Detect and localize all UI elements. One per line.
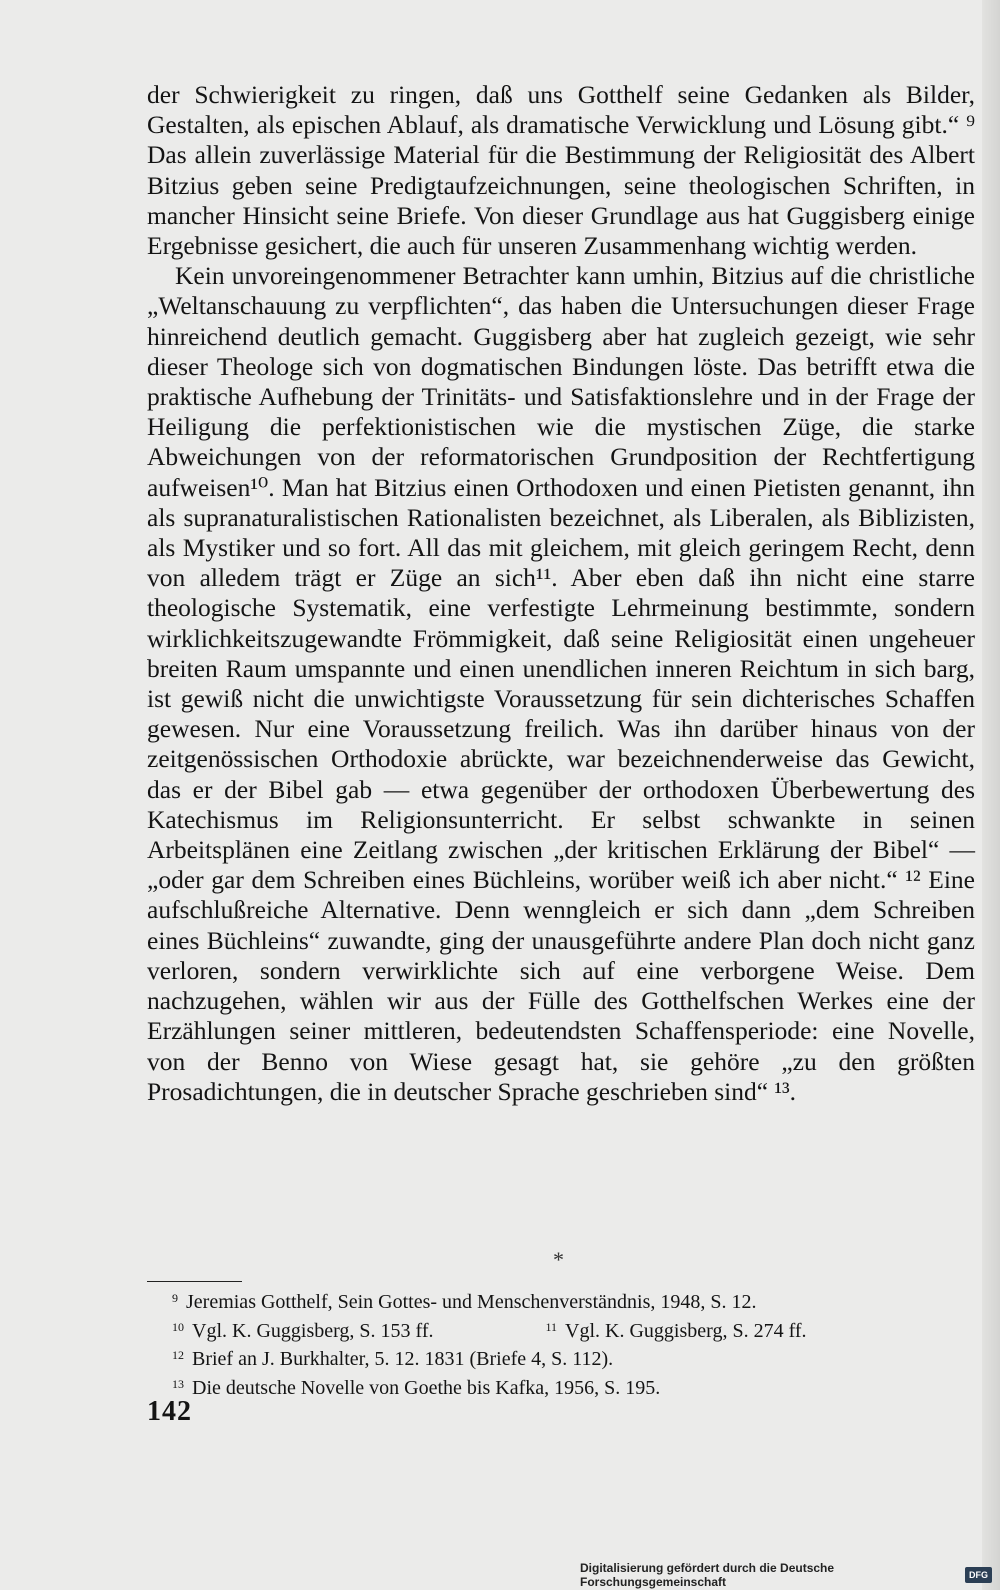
footnote-text: Vgl. K. Guggisberg, S. 153 ff.: [192, 1319, 434, 1342]
digitization-footer: [580, 1560, 1000, 1590]
section-break-asterisk: *: [553, 1247, 564, 1272]
page-number: 142: [147, 1396, 192, 1427]
footnote-9: [172, 1286, 972, 1315]
footnote-10-11: [172, 1315, 972, 1344]
footnotes: [172, 1286, 972, 1400]
footnote-number: 10: [172, 1319, 184, 1334]
footnote-text: Brief an J. Burkhalter, 5. 12. 1831 (Briefe 4, S. 112).: [192, 1348, 614, 1370]
footnote-number: 13: [172, 1376, 184, 1391]
footnote-text: Die deutsche Novelle von Goethe bis Kafka, 1956, S. 195.: [192, 1376, 661, 1399]
footnote-text: Vgl. K. Guggisberg, S. 274 ff.: [565, 1319, 807, 1342]
footnote-number: 9: [172, 1291, 178, 1305]
footnote-number: 12: [172, 1348, 184, 1362]
scan-edge-shadow: [982, 0, 1000, 1590]
footnote-13: [172, 1372, 972, 1401]
paragraph: der Schwierigkeit zu ringen, daß uns Gotthelf seine Gedanken als Bilder, Gestalten, als epischen Ablauf, als dramatische Verwicklung und Lösung gibt.“ ⁹ Das allein zuverlässige Material für die Bestimmung der Religiosität des Albert Bitzius geben seine Predigtaufzeichnungen, seine theologischen Schriften, in mancher Hinsicht seine Briefe. Von dieser Grundlage aus hat Guggisberg einige Ergebnisse gesichert, die auch für unseren Zusammenhang wichtig werden.: [147, 80, 975, 261]
paragraph: Kein unvoreingenommener Betrachter kann umhin, Bitzius auf die christliche „Weltanschauung zu verpflichten“, das haben die Untersuchungen dieser Frage hinreichend deutlich gemacht. Guggisberg aber hat zugleich gezeigt, wie sehr dieser Theologe sich von dogmatischen Bindungen löste. Das betrifft etwa die praktische Aufhebung der Trinitäts- und Satisfaktionslehre und in der Frage der Heiligung die perfektionistischen wie die mystischen Züge, die starke Abweichungen von der reformatorischen Grundposition der Rechtfertigung aufweisen¹⁰. Man hat Bitzius einen Orthodoxen und einen Pietisten genannt, ihn als supranaturalistischen Rationalisten bezeichnet, als Liberalen, als Biblizisten, als Mystiker und so fort. All das mit gleichem, mit gleich geringem Recht, denn von alledem trägt er Züge an sich¹¹. Aber eben daß ihn nicht eine starre theologische Systematik, eine verfestigte Lehrmeinung bestimmte, sondern wirklichkeitszugewandte Frömmigkeit, daß seine Religiosität einen ungeheuer breiten Raum umspannte und einen unendlichen inneren Reichtum in sich barg, ist gewiß nicht die unwichtigste Voraussetzung für sein dichterisches Schaffen gewesen. Nur eine Voraussetzung freilich. Was ihn darüber hinaus von der zeitgenössischen Orthodoxie abrückte, war bezeichnenderweise das Gewicht, das er der Bibel gab — etwa gegenüber der orthodoxen Überbewertung des Katechismus im Religionsunterricht. Er selbst schwankte in seinen Arbeitsplänen eine Zeitlang zwischen „der kritischen Erklärung der Bibel“ — „oder gar dem Schreiben eines Büchleins, worüber weiß ich aber nicht.“ ¹² Eine aufschlußreiche Alternative. Denn wenngleich er sich dann „dem Schreiben eines Büchleins“ zuwandte, ging der unausgeführte andere Plan doch nicht ganz verloren, sondern verwirklichte sich auf eine verborgene Weise. Dem nachzugehen, wählen wir aus der Fülle des Gotthelfschen Werkes eine der Erzählungen seiner mittleren, bedeutendsten Schaffensperiode: eine Novelle, von der Benno von Wiese gesagt hat, sie gehöre „zu den größten Prosadichtungen, die in deutscher Sprache geschrieben sind“ ¹³.: [147, 261, 975, 1106]
footnote-number: 11: [545, 1319, 558, 1334]
footnote-separator-rule: [147, 1281, 242, 1282]
dfg-logo-icon: DFG: [965, 1567, 992, 1583]
footnote-text: Jeremias Gotthelf, Sein Gottes- und Menschenverständnis, 1948, S. 12.: [186, 1291, 757, 1313]
footer-credit: Digitalisierung gefördert durch die Deutsche Forschungsgemeinschaft: [580, 1561, 835, 1589]
main-text: [147, 80, 975, 1107]
footnote-12: [172, 1343, 972, 1372]
